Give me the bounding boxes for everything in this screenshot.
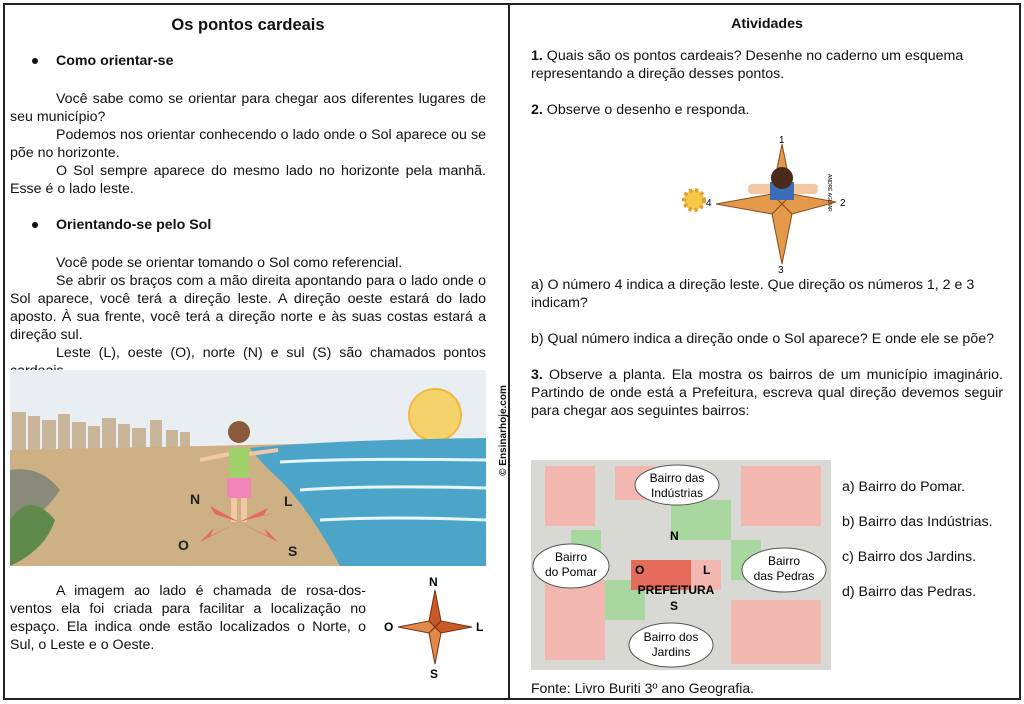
map-label-industrias-2: Indústrias <box>650 486 704 500</box>
question-2a: a) O número 4 indica a direção leste. Que direção os números 1, 2 e 3 indicam? <box>531 277 975 311</box>
paragraph: Você sabe como se orientar para chegar aos diferentes lugares de seu município? <box>10 91 486 125</box>
rose-label-n: N <box>429 575 438 589</box>
page-title: Os pontos cardeais <box>171 16 325 34</box>
beach-label-o: O <box>178 537 189 553</box>
map-label-pomar-1: Bairro <box>554 550 588 564</box>
option-c: c) Bairro dos Jardins. <box>842 549 977 565</box>
beach-illustration <box>10 370 486 566</box>
beach-label-s: S <box>288 543 298 559</box>
city-map <box>531 460 831 670</box>
option-b: b) Bairro das Indústrias. <box>842 514 993 530</box>
map-label-industrias-1: Bairro das <box>649 471 705 485</box>
option-a: a) Bairro do Pomar. <box>842 479 966 495</box>
paragraph: Podemos nos orientar conhecendo o lado onde o Sol aparece ou se põe no horizonte. <box>10 127 486 161</box>
rose-label-o: O <box>384 620 394 634</box>
option-d: d) Bairro das Pedras. <box>842 584 977 600</box>
rose-label-l: L <box>476 620 484 634</box>
map-label-pedras-1: Bairro <box>767 554 801 568</box>
map-label-pomar-2: do Pomar <box>544 565 598 579</box>
compass-rose <box>380 572 490 682</box>
question-2b: b) Qual número indica a direção onde o Sol aparece? E onde ele se põe? <box>531 331 994 347</box>
figure-label-3: 3 <box>778 265 784 274</box>
beach-label-n: N <box>190 491 201 507</box>
map-label-n: N <box>670 529 679 543</box>
rose-label-s: S <box>430 667 439 681</box>
section-heading-sol: Orientando-se pelo Sol <box>32 216 486 234</box>
sun-icon <box>684 190 704 210</box>
figure-label-1: 1 <box>779 135 785 146</box>
paragraph: Se abrir os braços com a mão direita apontando para o lado onde o Sol aparece, você terá a direção leste. A direção oeste estará do lado aposto. À sua frente, você terá a direção norte e às suas costas estará a direção sul. <box>10 273 486 343</box>
map-label-l: L <box>703 563 711 577</box>
paragraph: Leste (L), oeste (O), norte (N) e sul (S) são chamados pontos <box>56 345 486 361</box>
figure-label-2: 2 <box>840 198 846 209</box>
paragraph: O Sol sempre aparece do mesmo lado no horizonte pela manhã. Esse é o lado leste. <box>10 163 486 197</box>
map-label-jardins-1: Bairro dos <box>643 630 699 644</box>
map-label-s: S <box>670 599 679 613</box>
activities-title: Atividades <box>731 16 803 32</box>
question-2: 2. Observe o desenho e responda. <box>531 102 750 118</box>
right-column <box>531 12 1003 119</box>
section-heading-orientar: Como orientar-se <box>32 52 486 70</box>
paragraph: Você pode se orientar tomando o Sol como referencial. <box>56 255 403 271</box>
map-options <box>842 470 993 610</box>
map-label-pedras-2: das Pedras <box>753 569 815 583</box>
question-1: 1. Quais são os pontos cardeais? Desenhe no caderno um esquema representando a direção desses pontos. <box>531 48 964 82</box>
source-note: Fonte: Livro Buriti 3º ano Geografia. <box>531 680 755 696</box>
figure-credit: ANDRÉ AGUIAR <box>826 174 832 212</box>
watermark: © Ensinarhoje.com <box>497 385 509 476</box>
map-label-jardins-2: Jardins <box>651 645 691 659</box>
map-label-prefeitura: PREFEITURA <box>637 583 715 597</box>
boy-compass-figure <box>676 134 856 274</box>
left-column <box>10 12 486 380</box>
figure-label-4: 4 <box>706 198 712 209</box>
paragraph: A imagem ao lado é chamada de rosa-dos-ventos ela foi criada para facilitar a localização no espaço. Ela indica onde estão localizados o Norte, o Sul, o Leste e o Oeste. <box>10 583 366 653</box>
column-divider <box>508 3 510 700</box>
question-3: 3. Observe a planta. Ela mostra os bairros de um município imaginário. Partindo de onde está a Prefeitura, escreva qual direção devemos seguir para chegar aos seguintes bairros: <box>531 367 1003 419</box>
map-label-o: O <box>635 563 645 577</box>
rose-caption <box>10 582 366 654</box>
questions-2ab <box>531 276 1003 420</box>
beach-label-l: L <box>284 493 293 509</box>
sun-icon <box>409 389 461 441</box>
